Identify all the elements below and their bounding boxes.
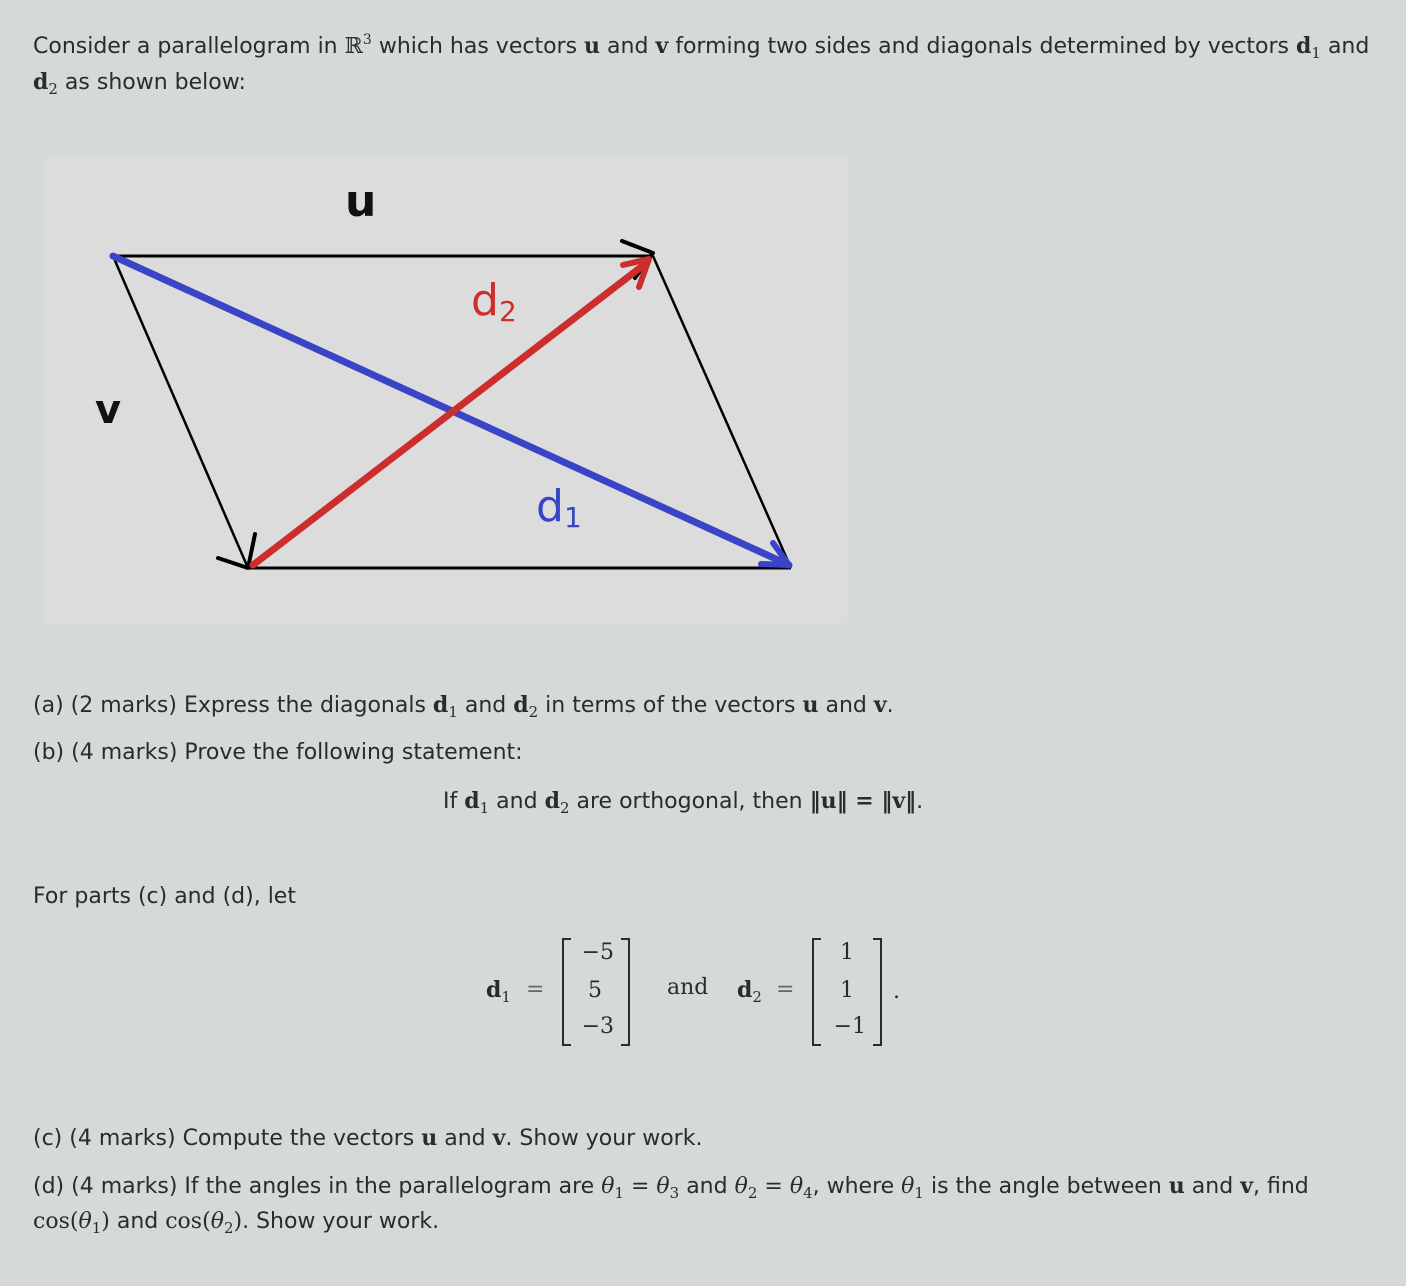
vector-d: d <box>464 788 480 814</box>
parallelogram-figure <box>45 157 847 623</box>
label-u: u <box>345 176 377 227</box>
label-d2-subscript: 2 <box>498 295 517 328</box>
part-a-text: (a) (2 marks) Express the diagonals <box>33 693 433 718</box>
intro-text: which has vectors <box>371 34 585 59</box>
paren: ( <box>202 1209 211 1234</box>
vector-d: d <box>737 977 753 1003</box>
equals-sign-2: = <box>776 977 795 1002</box>
vector-u: u <box>421 1125 438 1151</box>
subscript: 1 <box>914 1184 924 1202</box>
theta: θ <box>601 1174 615 1199</box>
right-bracket <box>873 938 882 1046</box>
part-a-text: and <box>818 693 874 718</box>
subscript: 1 <box>1311 44 1321 62</box>
part-d-line-2 <box>33 1204 439 1240</box>
intro-line-2 <box>33 64 246 101</box>
r-symbol: ℝ <box>344 34 363 59</box>
theta: θ <box>901 1174 915 1199</box>
matrix-entry: −1 <box>833 1014 866 1039</box>
label-v: v <box>95 387 122 433</box>
vector-d: d <box>513 692 529 718</box>
norm-equation: ‖u‖ = ‖v‖ <box>809 788 917 814</box>
vector-v: v <box>1240 1173 1253 1199</box>
period: . <box>886 693 894 718</box>
subscript: 4 <box>803 1184 813 1202</box>
d1-label <box>486 972 511 1009</box>
vector-d: d <box>544 788 560 814</box>
subscript: 2 <box>528 703 539 721</box>
matrix-entry: 1 <box>840 978 854 1003</box>
part-d-text: , where <box>812 1174 902 1199</box>
part-c-text: and <box>437 1126 493 1151</box>
part-c-text: . Show your work. <box>505 1126 703 1151</box>
equals-sign-1: = <box>526 977 545 1002</box>
theta: θ <box>734 1174 748 1199</box>
parts-cd-intro: For parts (c) and (d), let <box>33 884 296 909</box>
part-d-text: is the angle between <box>923 1174 1169 1199</box>
final-period: . <box>893 979 900 1004</box>
part-d-text: and <box>679 1174 735 1199</box>
label-d1-letter: d <box>536 481 564 532</box>
subscript: 2 <box>223 1219 234 1237</box>
intro-text: and <box>1320 34 1370 59</box>
vector-v: v <box>873 692 887 718</box>
subscript: 2 <box>752 988 762 1006</box>
intro-text: and <box>600 34 656 59</box>
part-d-text: , find <box>1252 1174 1309 1199</box>
label-d2-letter: d <box>471 275 499 326</box>
part-a-text: in terms of the vectors <box>538 693 803 718</box>
cos: cos <box>33 1209 70 1234</box>
statement-text: If <box>443 789 465 814</box>
theta: θ <box>789 1174 804 1199</box>
part-d-text: (d) (4 marks) If the angles in the parallelogram are <box>33 1174 602 1199</box>
part-d-text: and <box>109 1209 166 1234</box>
period: . <box>916 789 924 814</box>
vector-d: d <box>432 692 449 718</box>
subscript: 1 <box>448 703 458 721</box>
vector-u: u <box>1168 1173 1185 1199</box>
vector-v: v <box>492 1125 506 1151</box>
part-b: (b) (4 marks) Prove the following statement: <box>33 740 523 765</box>
figure-panel <box>45 157 847 623</box>
right-bracket <box>621 938 630 1046</box>
subscript: 2 <box>747 1184 758 1202</box>
theta: θ <box>78 1209 92 1234</box>
part-d-text: . Show your work. <box>242 1209 440 1234</box>
paren: ) <box>233 1209 243 1234</box>
paren: ( <box>69 1209 79 1234</box>
paren: ) <box>101 1209 110 1234</box>
statement-text: are orthogonal, then <box>569 789 810 814</box>
matrix-entry: −3 <box>581 1014 614 1039</box>
subscript: 2 <box>559 799 570 817</box>
theta: θ <box>210 1209 224 1234</box>
vector-u: u <box>802 692 819 718</box>
part-c <box>33 1120 702 1157</box>
vector-d: d <box>33 69 49 95</box>
vector-d: d <box>1296 33 1312 59</box>
subscript: 2 <box>48 80 58 98</box>
subscript: 1 <box>614 1184 624 1202</box>
vector-d: d <box>486 977 502 1003</box>
cos: cos <box>165 1209 203 1234</box>
subscript: 1 <box>479 799 490 817</box>
matrix-d1 <box>562 938 630 1046</box>
intro-text: forming two sides and diagonals determined by vectors <box>668 34 1297 59</box>
vector-u: u <box>584 33 601 59</box>
matrix-entry: 1 <box>840 940 854 965</box>
equals: = <box>757 1174 790 1199</box>
intro-text: as shown below: <box>57 70 246 95</box>
matrix-d2 <box>812 938 882 1046</box>
matrix-entry: 5 <box>588 978 602 1003</box>
subscript: 3 <box>669 1184 680 1202</box>
intro-line-1 <box>33 28 1369 65</box>
and-word: and <box>667 975 709 1000</box>
part-c-text: (c) (4 marks) Compute the vectors <box>33 1126 422 1151</box>
statement-text: and <box>489 789 545 814</box>
subscript: 1 <box>501 988 511 1006</box>
intro-text: Consider a parallelogram in <box>33 34 345 59</box>
d2-label <box>737 972 762 1009</box>
r-exponent: 3 <box>362 32 372 48</box>
part-d-line-1 <box>33 1168 1309 1205</box>
part-b-statement <box>443 783 923 820</box>
vector-v: v <box>655 33 669 59</box>
matrix-entry: −5 <box>581 940 614 965</box>
theta: θ <box>656 1174 670 1199</box>
part-d-text: and <box>1184 1174 1241 1199</box>
equals: = <box>623 1174 657 1199</box>
subscript: 1 <box>91 1219 102 1237</box>
part-a-text: and <box>457 693 514 718</box>
part-a <box>33 687 894 724</box>
label-d1-subscript: 1 <box>563 501 582 534</box>
